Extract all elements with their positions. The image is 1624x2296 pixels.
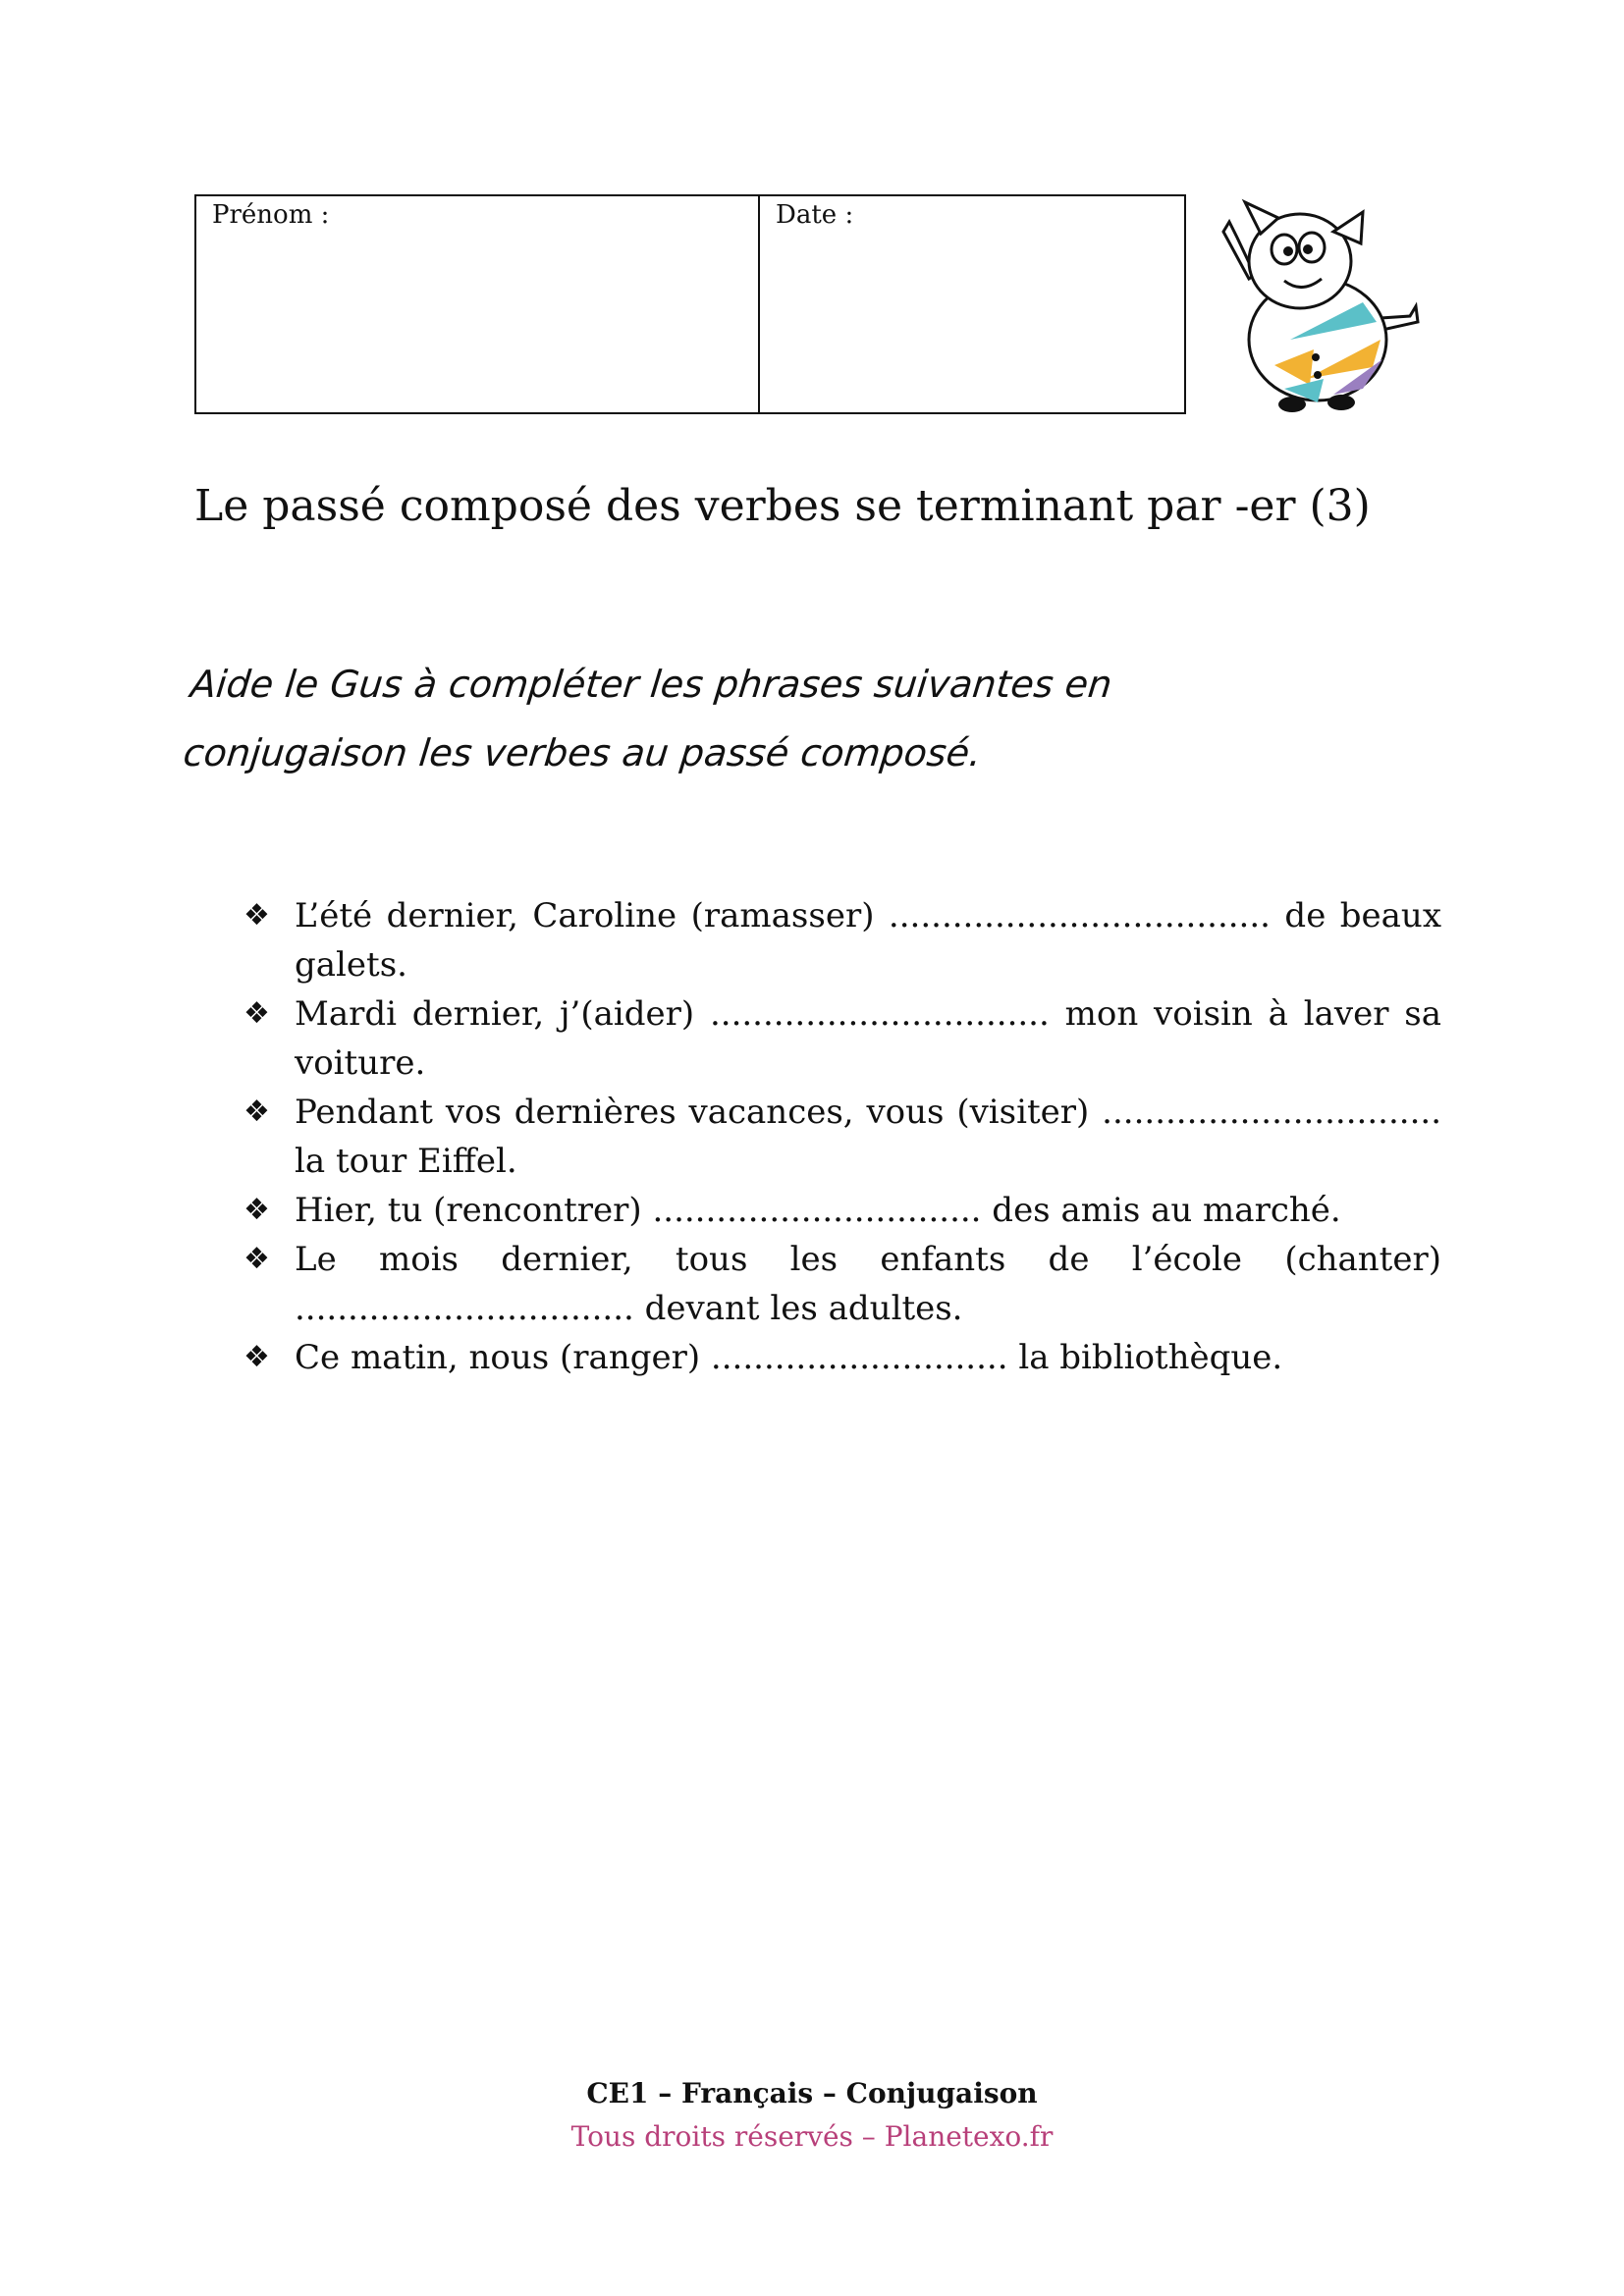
exercise-item — [244, 891, 1441, 989]
exercise-item — [244, 1186, 1441, 1235]
instruction-line-2: conjugaison les verbes au passé composé. — [181, 731, 984, 774]
diamond-fleuron-icon: ❖ — [244, 1095, 270, 1129]
exercise-text: Hier, tu (rencontrer) ............................... des amis au marché. — [295, 1191, 1341, 1230]
date-label: Date : — [776, 200, 854, 230]
gus-mascot-icon — [1216, 192, 1432, 420]
exercise-item — [244, 989, 1441, 1088]
identity-table — [194, 194, 1186, 414]
first-name-cell[interactable] — [196, 196, 760, 412]
exercise-item — [244, 1088, 1441, 1186]
exercise-text: Pendant vos dernières vacances, vous (visiter) ................................ la tour Eiffel. — [295, 1093, 1441, 1181]
exercise-text: L’été dernier, Caroline (ramasser) .................................... de beaux galets. — [295, 896, 1441, 985]
footer-course: CE1 – Français – Conjugaison — [586, 2077, 1038, 2109]
instruction-text — [180, 650, 1274, 787]
diamond-fleuron-icon: ❖ — [244, 898, 270, 933]
diamond-fleuron-icon: ❖ — [244, 1242, 270, 1276]
exercise-text: Ce matin, nous (ranger) ............................ la bibliothèque. — [295, 1338, 1283, 1377]
exercise-text: Mardi dernier, j’(aider) ................................ mon voisin à laver sa voiture. — [295, 994, 1441, 1083]
diamond-fleuron-icon: ❖ — [244, 1193, 270, 1227]
diamond-fleuron-icon: ❖ — [244, 1340, 270, 1374]
first-name-label: Prénom : — [212, 200, 330, 230]
exercise-list — [244, 891, 1441, 1382]
diamond-fleuron-icon: ❖ — [244, 996, 270, 1031]
footer-copyright[interactable]: Tous droits réservés – Planetexo.fr — [570, 2120, 1054, 2153]
instruction-line-1: Aide le Gus à compléter les phrases suivantes en — [189, 663, 1114, 706]
date-cell[interactable] — [760, 196, 1184, 412]
worksheet-title: Le passé composé des verbes se terminant par -er (3) — [194, 481, 1371, 531]
exercise-item — [244, 1235, 1441, 1333]
exercise-item — [244, 1333, 1441, 1382]
exercise-text: Le mois dernier, tous les enfants de l’école (chanter) ................................ devant les adultes. — [295, 1240, 1441, 1328]
